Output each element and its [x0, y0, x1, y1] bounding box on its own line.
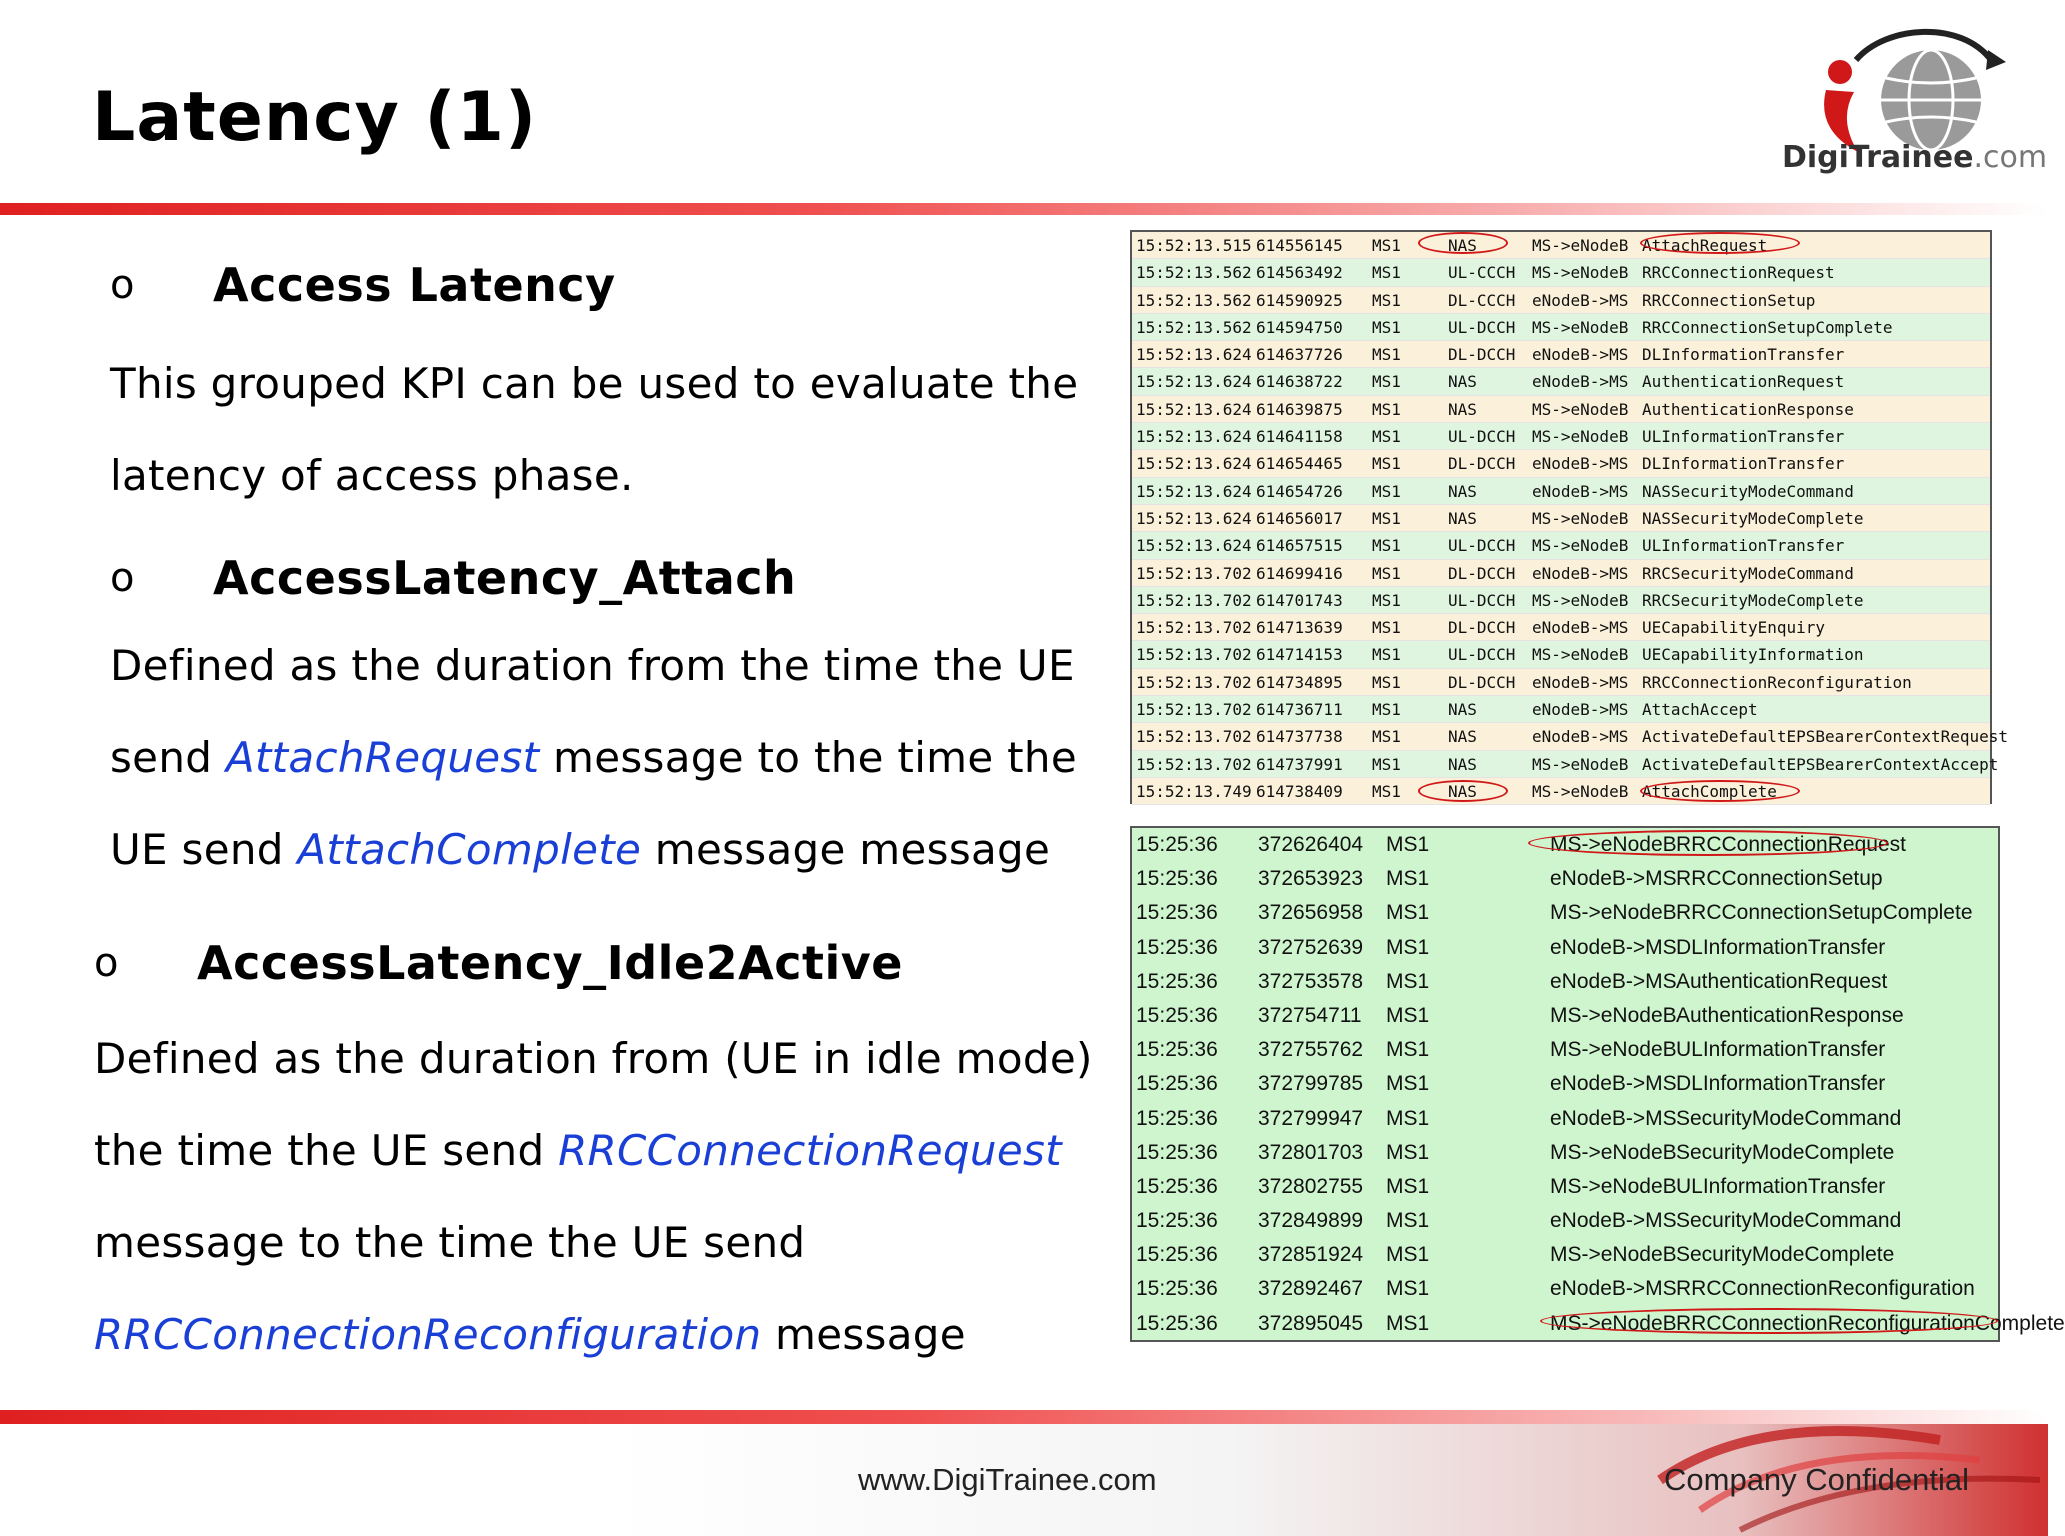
log-cell: eNodeB->MS — [1550, 935, 1677, 959]
highlight-oval — [1640, 232, 1800, 254]
log-cell: ULInformationTransfer — [1642, 536, 1845, 556]
log-cell: 614701743 — [1256, 590, 1343, 610]
log-row — [1132, 505, 1990, 532]
log-cell: DL-CCCH — [1448, 290, 1516, 310]
log-cell: UL-DCCH — [1448, 645, 1516, 665]
log-cell: 15:52:13.749 — [1136, 781, 1252, 801]
paragraph-access-latency — [110, 338, 1078, 522]
log-cell: MS1 — [1372, 590, 1401, 610]
log-row — [1132, 532, 1990, 559]
log-row — [1132, 1067, 1998, 1101]
log-cell: AttachComplete — [1642, 781, 1777, 801]
log-cell: MS->eNodeB — [1550, 1243, 1677, 1267]
log-cell: MS->eNodeB — [1550, 1311, 1677, 1335]
log-cell: NASSecurityModeComplete — [1642, 508, 1864, 528]
log-cell: MS1 — [1386, 1209, 1430, 1233]
log-cell: DL-DCCH — [1448, 454, 1516, 474]
log-cell: NAS — [1448, 700, 1477, 720]
log-cell: AttachAccept — [1642, 700, 1758, 720]
log-row — [1132, 751, 1999, 778]
log-cell: eNodeB->MS — [1532, 345, 1629, 365]
log-cell: 15:52:13.624 — [1136, 454, 1252, 474]
log-cell: 15:52:13.515 — [1136, 236, 1252, 255]
log-cell: 15:52:13.562 — [1136, 290, 1252, 310]
log-cell: 614713639 — [1256, 618, 1343, 638]
log-cell: 372752639 — [1258, 935, 1364, 959]
log-cell: MS1 — [1372, 781, 1401, 801]
bullet-marker: o — [110, 555, 135, 601]
log-cell: MS1 — [1372, 454, 1401, 474]
log-cell: 15:52:13.624 — [1136, 427, 1252, 447]
log-cell: 15:25:36 — [1136, 1311, 1218, 1335]
log-cell: 614734895 — [1256, 672, 1343, 692]
log-cell: SecurityModeCommand — [1676, 1209, 1902, 1233]
log-cell: MS1 — [1386, 1003, 1430, 1027]
log-cell: 372754711 — [1258, 1003, 1362, 1027]
log-cell: UL-DCCH — [1448, 590, 1516, 610]
log-cell: eNodeB->MS — [1532, 672, 1629, 692]
log-cell: 15:52:13.702 — [1136, 672, 1252, 692]
log-cell: eNodeB->MS — [1550, 969, 1677, 993]
log-row — [1132, 478, 1990, 505]
log-cell: NAS — [1448, 481, 1477, 501]
log-cell: MS1 — [1372, 672, 1401, 692]
log-cell: 15:25:36 — [1136, 935, 1218, 959]
log-cell: SecurityModeCommand — [1676, 1106, 1902, 1130]
log-cell: SecurityModeComplete — [1676, 1243, 1895, 1267]
log-cell: 15:52:13.702 — [1136, 563, 1252, 583]
log-cell: DL-DCCH — [1448, 672, 1516, 692]
log-row — [1132, 232, 1990, 259]
log-cell: eNodeB->MS — [1532, 372, 1629, 392]
log-cell: 15:25:36 — [1136, 1072, 1218, 1096]
log-cell: 372802755 — [1258, 1174, 1364, 1198]
log-cell: MS->eNodeB — [1532, 399, 1629, 419]
log-cell: MS->eNodeB — [1532, 427, 1629, 447]
log-row — [1132, 723, 2009, 750]
paragraph-idle2active — [94, 1013, 1093, 1381]
log-cell: 15:52:13.702 — [1136, 645, 1252, 665]
paragraph-attach — [110, 620, 1077, 896]
attach-signalling-log — [1130, 230, 2009, 804]
log-cell: DLInformationTransfer — [1642, 345, 1845, 365]
log-cell: eNodeB->MS — [1532, 618, 1629, 638]
log-cell: MS1 — [1386, 867, 1430, 891]
log-cell: 372626404 — [1258, 833, 1364, 856]
log-row — [1132, 287, 1990, 314]
footer-confidential: Company Confidential — [1664, 1462, 1970, 1497]
log-row — [1132, 696, 1990, 723]
log-cell: 15:25:36 — [1136, 1038, 1218, 1062]
log-cell: AuthenticationRequest — [1676, 969, 1888, 993]
log-row — [1132, 314, 1990, 341]
log-cell: 15:25:36 — [1136, 1209, 1218, 1233]
log-cell: MS->eNodeB — [1550, 1003, 1677, 1027]
log-cell: 15:25:36 — [1136, 901, 1218, 925]
log-cell: 15:25:36 — [1136, 1003, 1218, 1027]
log-cell: MS->eNodeB — [1532, 508, 1629, 528]
log-cell: MS1 — [1372, 618, 1401, 638]
log-cell: 614639875 — [1256, 399, 1343, 419]
log-cell: MS1 — [1386, 1140, 1430, 1164]
log-cell: 372851924 — [1258, 1243, 1364, 1267]
log-cell: RRCConnectionSetup — [1642, 290, 1816, 310]
log-cell: 15:25:36 — [1136, 1140, 1218, 1164]
text-line: Defined as the duration from (UE in idle mode) — [94, 1034, 1093, 1083]
log-row — [1132, 1102, 1998, 1136]
log-cell: 372892467 — [1258, 1277, 1364, 1301]
log-cell: RRCConnectionReconfiguration — [1676, 1277, 1975, 1301]
log-cell: MS->eNodeB — [1532, 645, 1629, 665]
log-cell: 15:52:13.562 — [1136, 317, 1252, 337]
log-cell: ULInformationTransfer — [1676, 1174, 1886, 1198]
log-cell: ActivateDefaultEPSBearerContextAccept — [1642, 754, 1999, 774]
log-row — [1132, 614, 1990, 641]
log-cell: MS1 — [1386, 1243, 1430, 1267]
log-row — [1132, 1170, 1998, 1204]
log-cell: MS1 — [1372, 427, 1401, 447]
log-cell: MS->eNodeB — [1532, 754, 1629, 774]
log-cell: 614737991 — [1256, 754, 1343, 774]
log-cell: MS->eNodeB — [1550, 901, 1677, 925]
log-cell: 614714153 — [1256, 645, 1343, 665]
log-cell: 15:25:36 — [1136, 1243, 1218, 1267]
log-cell: 15:25:36 — [1136, 1106, 1218, 1130]
log-cell: 15:25:36 — [1136, 1277, 1218, 1301]
log-cell: 372801703 — [1258, 1140, 1364, 1164]
log-row — [1132, 965, 1998, 999]
ref-attach-complete: AttachComplete — [297, 825, 642, 874]
log-cell: 614641158 — [1256, 427, 1343, 447]
log-cell: MS1 — [1372, 754, 1401, 774]
log-cell: NAS — [1448, 372, 1477, 392]
highlight-oval — [1528, 830, 1888, 856]
log-row — [1132, 1238, 1998, 1272]
log-cell: DL-DCCH — [1448, 618, 1516, 638]
log-cell: MS1 — [1386, 833, 1430, 856]
log-cell: MS1 — [1372, 372, 1401, 392]
log-row — [1132, 862, 1998, 896]
log-cell: 614738409 — [1256, 781, 1343, 801]
text-line: message to the time the UE send — [94, 1218, 806, 1267]
log-row — [1132, 368, 1990, 395]
text-line: UE send AttachComplete message message — [110, 825, 1051, 874]
log-cell: MS1 — [1386, 969, 1430, 993]
ref-attach-request: AttachRequest — [225, 733, 540, 782]
log-cell: eNodeB->MS — [1532, 290, 1629, 310]
idle2active-signalling-log — [1130, 826, 2065, 1342]
log-cell: eNodeB->MS — [1550, 1106, 1677, 1130]
log-cell: 372656958 — [1258, 901, 1364, 925]
log-cell: MS->eNodeB — [1532, 536, 1629, 556]
log-cell: UECapabilityInformation — [1642, 645, 1864, 665]
bullet-marker: o — [110, 262, 135, 308]
highlight-oval — [1540, 1308, 1998, 1334]
log-cell: NAS — [1448, 781, 1477, 801]
log-cell: NAS — [1448, 236, 1477, 255]
ref-rrc-connection-request: RRCConnectionRequest — [558, 1126, 1062, 1175]
log-cell: DL-DCCH — [1448, 563, 1516, 583]
log-cell: 15:52:13.562 — [1136, 263, 1252, 283]
heading-access-latency: Access Latency — [213, 258, 616, 312]
log-row — [1132, 778, 1990, 805]
log-cell: 614654465 — [1256, 454, 1343, 474]
log-cell: MS1 — [1372, 645, 1401, 665]
log-cell: 372653923 — [1258, 867, 1364, 891]
log-cell: 15:52:13.624 — [1136, 481, 1252, 501]
log-cell: 372753578 — [1258, 969, 1364, 993]
log-cell: UL-CCCH — [1448, 263, 1516, 283]
log-cell: 15:25:36 — [1136, 833, 1218, 856]
log-cell: 614737738 — [1256, 727, 1343, 747]
log-cell: MS1 — [1372, 399, 1401, 419]
text-line: latency of access phase. — [110, 451, 634, 500]
header-divider — [0, 203, 2048, 215]
log-row — [1132, 1272, 1998, 1306]
log-cell: SecurityModeComplete — [1676, 1140, 1895, 1164]
log-cell: ULInformationTransfer — [1642, 427, 1845, 447]
log-cell: NAS — [1448, 508, 1477, 528]
log-cell: RRCConnectionReconfiguration — [1642, 672, 1912, 692]
log-cell: 15:25:36 — [1136, 969, 1218, 993]
log-cell: RRCSecurityModeCommand — [1642, 563, 1854, 583]
log-cell: UECapabilityEnquiry — [1642, 618, 1826, 638]
log-row — [1132, 669, 1990, 696]
log-cell: eNodeB->MS — [1550, 1277, 1677, 1301]
log-cell: eNodeB->MS — [1532, 481, 1629, 501]
log-cell: 614638722 — [1256, 372, 1343, 392]
log-cell: MS->eNodeB — [1550, 1174, 1677, 1198]
log-cell: eNodeB->MS — [1550, 867, 1677, 891]
footer-url[interactable]: www.DigiTrainee.com — [858, 1462, 1157, 1497]
text-line: the time the UE send RRCConnectionRequest — [94, 1126, 1062, 1175]
text-line: RRCConnectionReconfiguration message — [94, 1310, 966, 1359]
log-cell: RRCConnectionSetupComplete — [1642, 317, 1893, 337]
log-cell: MS1 — [1386, 901, 1430, 925]
log-cell: MS1 — [1372, 317, 1401, 337]
ref-rrc-connection-reconfiguration: RRCConnectionReconfiguration — [94, 1310, 762, 1359]
log-cell: MS->eNodeB — [1532, 317, 1629, 337]
log-cell: 15:52:13.624 — [1136, 345, 1252, 365]
log-cell: MS1 — [1386, 1072, 1430, 1096]
log-row — [1132, 641, 1990, 668]
log-cell: 372849899 — [1258, 1209, 1364, 1233]
highlight-oval — [1418, 232, 1508, 254]
log-row — [1132, 259, 1990, 286]
log-cell: MS->eNodeB — [1550, 833, 1677, 856]
log-cell: MS1 — [1372, 536, 1401, 556]
log-cell: RRCConnectionRequest — [1642, 263, 1835, 283]
log-cell: eNodeB->MS — [1550, 1209, 1677, 1233]
log-cell: 15:52:13.624 — [1136, 399, 1252, 419]
log-row — [1132, 1136, 1998, 1170]
log-cell: 15:52:13.624 — [1136, 372, 1252, 392]
log-cell: 614556145 — [1256, 236, 1343, 255]
log-row — [1132, 341, 1990, 368]
log-cell: eNodeB->MS — [1550, 1072, 1677, 1096]
log-row — [1132, 560, 1990, 587]
log-row — [1132, 587, 1990, 614]
highlight-oval — [1640, 780, 1800, 802]
log-cell: 614590925 — [1256, 290, 1343, 310]
log-cell: eNodeB->MS — [1532, 563, 1629, 583]
log-cell: 372755762 — [1258, 1038, 1364, 1062]
log-cell: MS1 — [1372, 481, 1401, 501]
log-cell: MS->eNodeB — [1532, 236, 1629, 255]
log-cell: AttachRequest — [1642, 236, 1768, 255]
log-cell: eNodeB->MS — [1532, 700, 1629, 720]
log-cell: eNodeB->MS — [1532, 454, 1629, 474]
log-cell: ActivateDefaultEPSBearerContextRequest — [1642, 727, 2009, 747]
log-cell: UL-DCCH — [1448, 317, 1516, 337]
log-cell: RRCConnectionRequest — [1676, 833, 1906, 856]
log-cell: RRCConnectionSetup — [1676, 867, 1883, 891]
highlight-oval — [1418, 780, 1508, 802]
log-cell: 614657515 — [1256, 536, 1343, 556]
log-cell: UL-DCCH — [1448, 536, 1516, 556]
log-cell: 614594750 — [1256, 317, 1343, 337]
log-cell: MS1 — [1372, 727, 1401, 747]
log-cell: MS1 — [1386, 935, 1430, 959]
log-cell: 614736711 — [1256, 700, 1343, 720]
log-cell: DL-DCCH — [1448, 345, 1516, 365]
log-cell: 15:52:13.702 — [1136, 700, 1252, 720]
log-row — [1132, 396, 1990, 423]
log-cell: MS->eNodeB — [1532, 263, 1629, 283]
log-cell: MS1 — [1372, 236, 1401, 255]
log-cell: MS1 — [1372, 263, 1401, 283]
log-cell: DLInformationTransfer — [1676, 1072, 1886, 1096]
log-row — [1132, 450, 1990, 477]
log-cell: eNodeB->MS — [1532, 727, 1629, 747]
log-cell: RRCConnectionReconfigurationComplete — [1676, 1311, 2065, 1335]
log-cell: ULInformationTransfer — [1676, 1038, 1886, 1062]
log-cell: DLInformationTransfer — [1642, 454, 1845, 474]
log-cell: NAS — [1448, 727, 1477, 747]
log-cell: NAS — [1448, 399, 1477, 419]
logo-wordmark: DigiTrainee.com — [1782, 140, 2048, 175]
log-cell: MS1 — [1386, 1311, 1430, 1335]
log-cell: 372799947 — [1258, 1106, 1364, 1130]
log-cell: MS1 — [1386, 1106, 1430, 1130]
log-cell: MS1 — [1386, 1174, 1430, 1198]
text-line: send AttachRequest message to the time the — [110, 733, 1077, 782]
log-cell: 15:52:13.624 — [1136, 536, 1252, 556]
slide-title: Latency (1) — [92, 78, 538, 157]
log-cell: 372895045 — [1258, 1311, 1364, 1335]
log-cell: 372799785 — [1258, 1072, 1364, 1096]
log-cell: MS1 — [1372, 508, 1401, 528]
log-cell: RRCConnectionSetupComplete — [1676, 901, 1973, 925]
log-cell: AuthenticationRequest — [1642, 372, 1845, 392]
log-cell: RRCSecurityModeComplete — [1642, 590, 1864, 610]
text-line: This grouped KPI can be used to evaluate the — [110, 359, 1079, 408]
log-cell: 15:25:36 — [1136, 867, 1218, 891]
log-cell: 15:52:13.702 — [1136, 618, 1252, 638]
log-cell: MS->eNodeB — [1550, 1140, 1677, 1164]
log-row — [1132, 931, 1998, 965]
log-cell: 15:52:13.624 — [1136, 508, 1252, 528]
log-cell: MS1 — [1372, 345, 1401, 365]
log-cell: NAS — [1448, 754, 1477, 774]
log-cell: MS1 — [1386, 1277, 1430, 1301]
log-cell: 614654726 — [1256, 481, 1343, 501]
log-cell: MS->eNodeB — [1550, 1038, 1677, 1062]
log-cell: UL-DCCH — [1448, 427, 1516, 447]
log-cell: MS1 — [1372, 700, 1401, 720]
log-cell: 15:52:13.702 — [1136, 590, 1252, 610]
log-cell: MS->eNodeB — [1532, 781, 1629, 801]
log-cell: DLInformationTransfer — [1676, 935, 1886, 959]
heading-access-latency-attach: AccessLatency_Attach — [213, 551, 797, 605]
log-cell: AuthenticationResponse — [1676, 1003, 1904, 1027]
log-cell: 614699416 — [1256, 563, 1343, 583]
log-cell: 614656017 — [1256, 508, 1343, 528]
log-cell: MS1 — [1386, 1038, 1430, 1062]
log-cell: AuthenticationResponse — [1642, 399, 1854, 419]
log-cell: 15:52:13.702 — [1136, 754, 1252, 774]
log-cell: 614563492 — [1256, 263, 1343, 283]
bullet-marker: o — [94, 940, 119, 986]
log-cell: 614637726 — [1256, 345, 1343, 365]
log-cell: MS1 — [1372, 290, 1401, 310]
log-cell: MS1 — [1372, 563, 1401, 583]
log-row — [1132, 423, 1990, 450]
log-cell: 15:25:36 — [1136, 1174, 1218, 1198]
log-row — [1132, 896, 1998, 930]
log-cell: MS->eNodeB — [1532, 590, 1629, 610]
log-cell: NASSecurityModeCommand — [1642, 481, 1854, 501]
log-cell: 15:52:13.702 — [1136, 727, 1252, 747]
text-line: Defined as the duration from the time the UE — [110, 641, 1075, 690]
log-row — [1132, 999, 1998, 1033]
log-row — [1132, 1033, 1998, 1067]
heading-access-latency-idle2active: AccessLatency_Idle2Active — [197, 936, 903, 990]
log-row — [1132, 1204, 1998, 1238]
